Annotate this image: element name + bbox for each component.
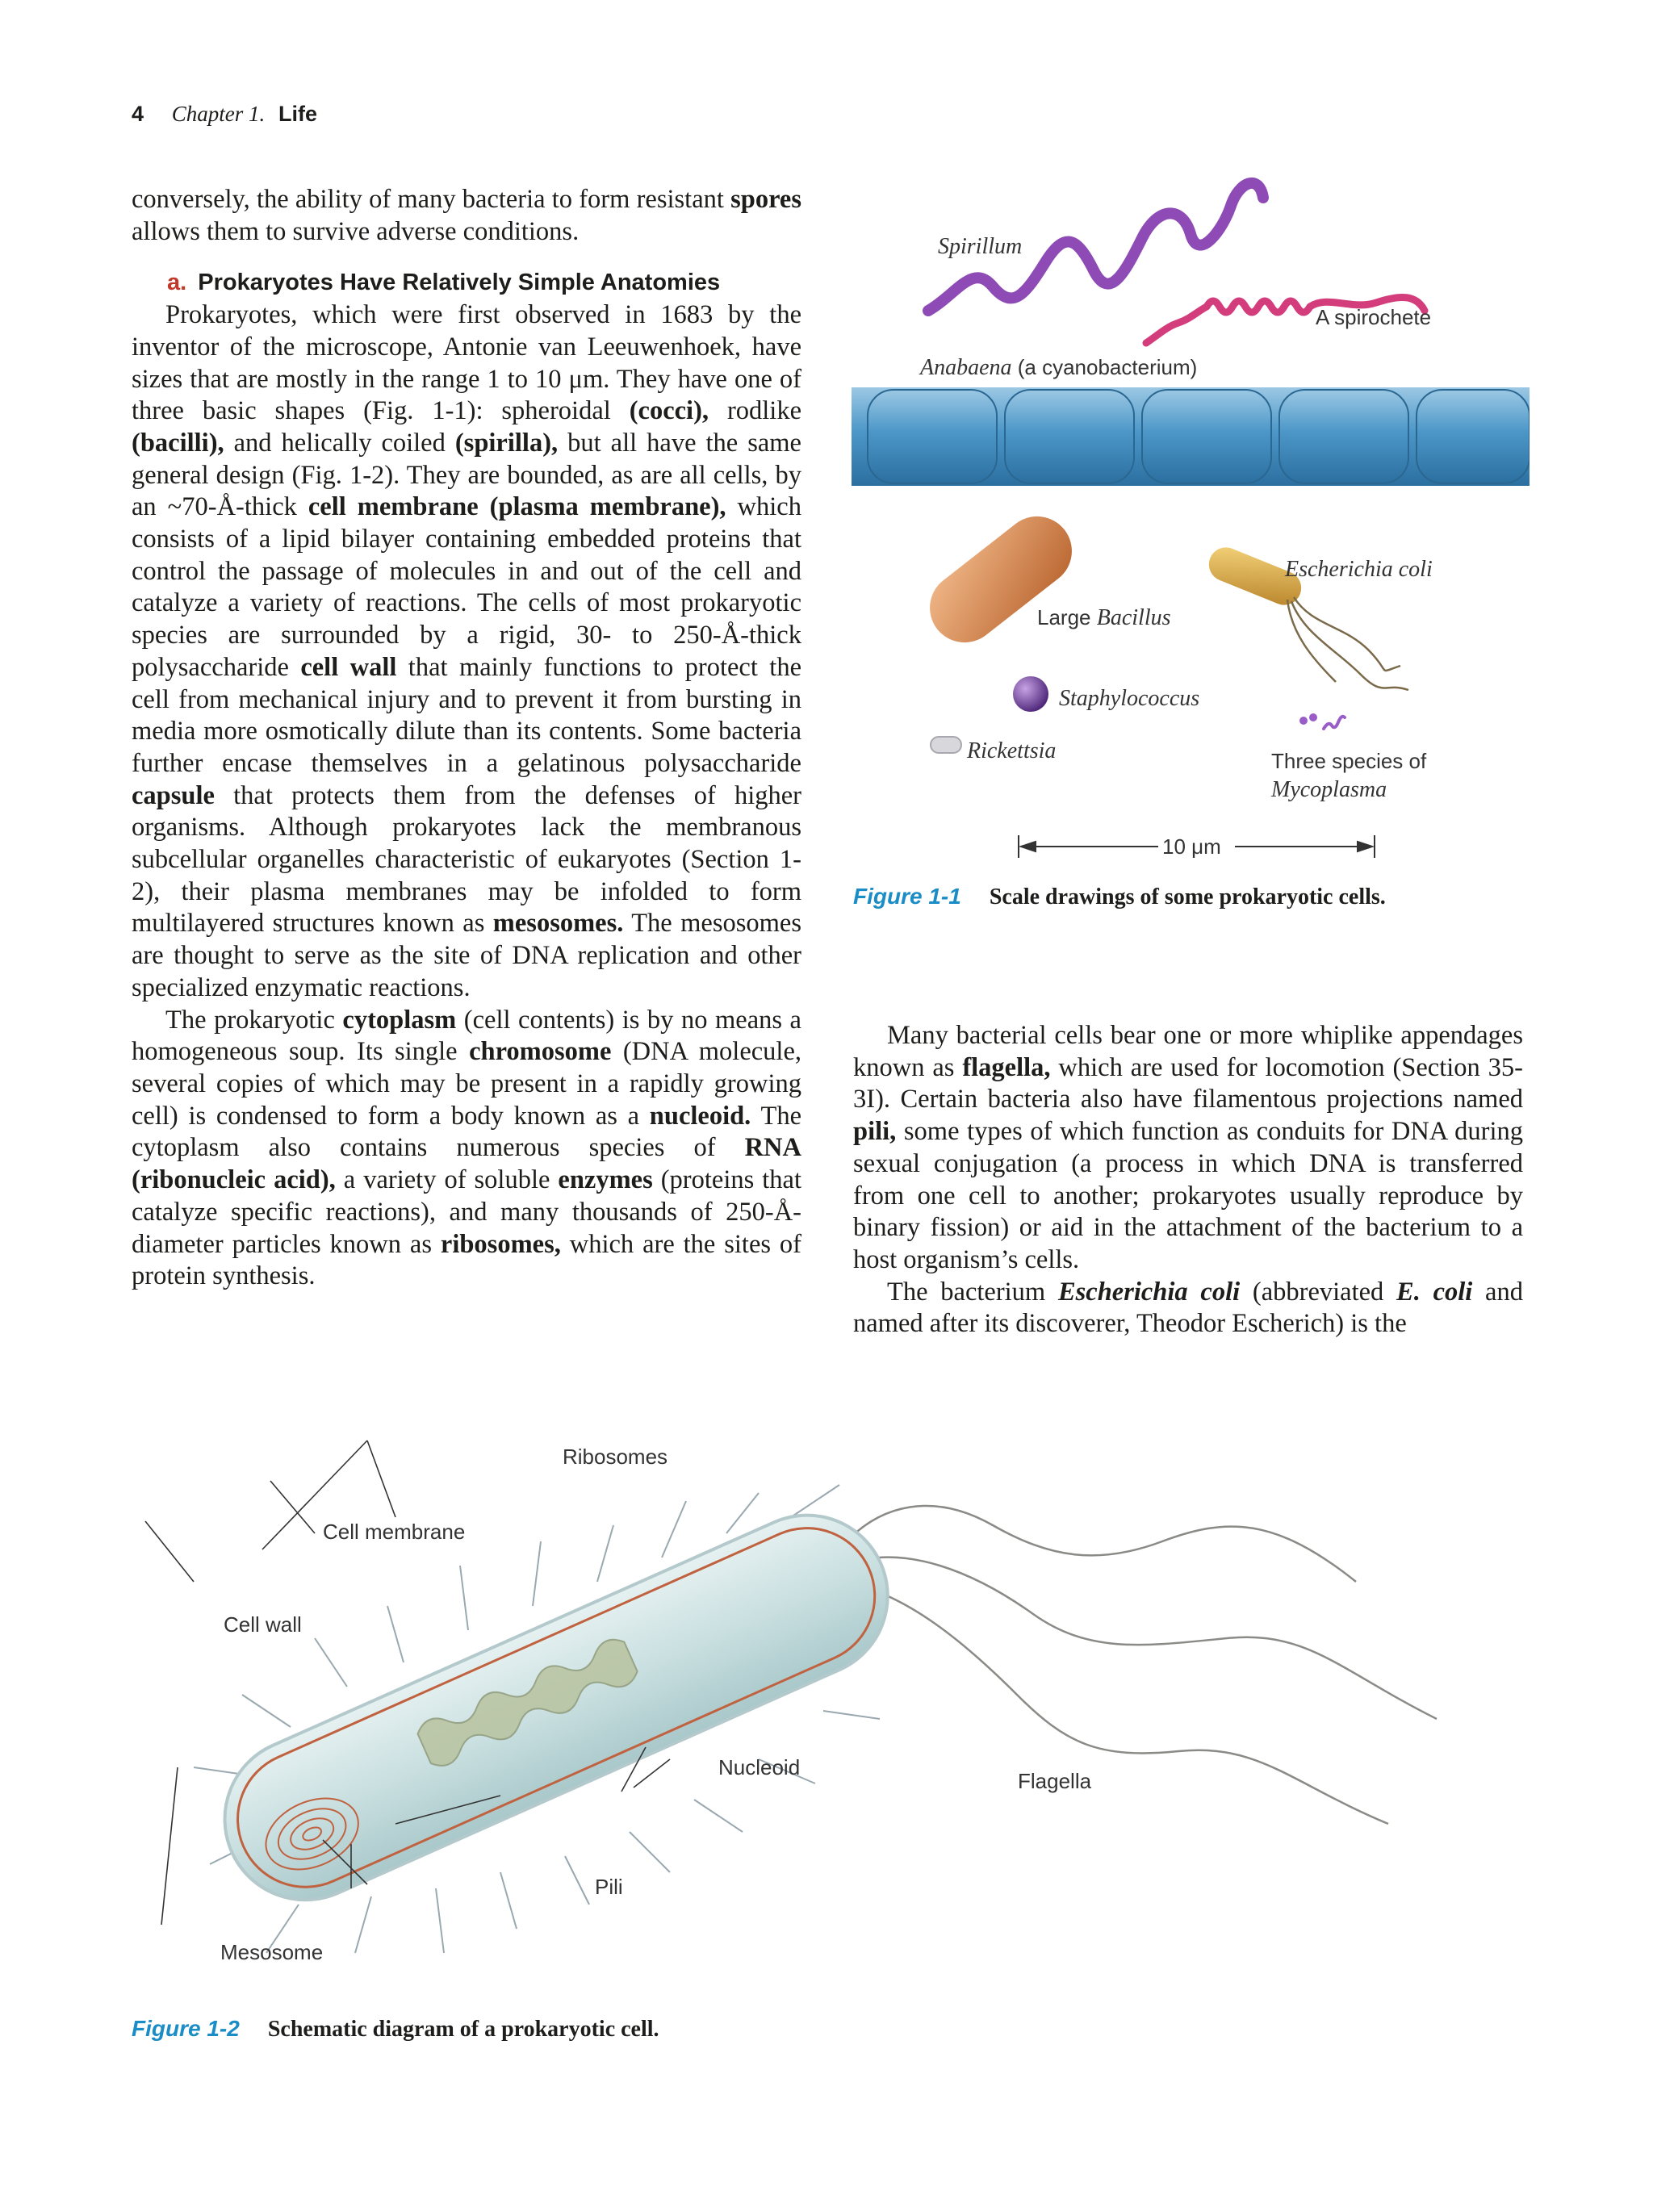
- paragraph-spores: conversely, the ability of many bacteria to form resistant spores allows them to survive adverse conditions.: [132, 185, 801, 246]
- label-spirillum: Spirillum: [938, 234, 1023, 259]
- label-cell-wall: Cell wall: [224, 1612, 302, 1637]
- flagella: [839, 1506, 1437, 1824]
- label-scale: 10 μm: [1162, 834, 1221, 859]
- label-pili: Pili: [595, 1875, 623, 1899]
- mycoplasma-cells: [1299, 713, 1345, 729]
- rickettsia-cell: [931, 737, 961, 753]
- large-bacillus-cell: [916, 503, 1086, 657]
- figure-1-1-text: Scale drawings of some prokaryotic cells.: [989, 884, 1386, 909]
- figure-1-2-caption: [132, 2016, 659, 2043]
- paragraph-cytoplasm: The prokaryotic cytoplasm (cell contents) is by no means a homogeneous soup. Its single chromosome (DNA molecule, several copies of which may be present in a rapidly growing cell) is condensed to form a body known as a nucleoid. The cytoplasm also contains numerous species of RNA (ribonucleic acid), a variety of soluble enzymes (proteins that catalyze specific reactions), and many thousands of 250-Å-diameter particles known as ribosomes, which are the sites of protein synthesis.: [132, 1005, 801, 1291]
- figure-1-1-number: Figure 1-1: [853, 884, 961, 909]
- figure-1-2-illustration: [129, 1404, 1534, 1985]
- left-column: [132, 184, 801, 1293]
- paragraph-flagella: Many bacterial cells bear one or more whiplike appendages known as flagella, which are used for locomotion (Section 35-3I). Certain bacteria also have filamentous projections named pili, some types of which function as conduits for DNA during sexual conjugation (a process in which DNA is transferred from one cell to another; prokaryotes usually reproduce by binary fission) or aid in the attachment of the bacterium to a host organism’s cells.: [853, 1021, 1523, 1274]
- ecoli-flagella: [1287, 597, 1408, 690]
- page-number: 4: [132, 102, 144, 126]
- label-staphylococcus: Staphylococcus: [1059, 686, 1200, 711]
- figure-1-1-caption: [853, 884, 1386, 910]
- label-mesosome: Mesosome: [220, 1940, 324, 1964]
- right-column: [853, 1020, 1523, 1340]
- label-mycoplasma-line2: Mycoplasma: [1271, 777, 1387, 802]
- section-heading: [167, 267, 801, 299]
- section-title: Prokaryotes Have Relatively Simple Anatomies: [198, 270, 721, 296]
- label-spirochete: A spirochete: [1316, 305, 1432, 329]
- paragraph-ecoli: The bacterium Escherichia coli (abbreviated E. coli and named after its discoverer, Theodor Escherich) is the: [853, 1277, 1523, 1339]
- label-anabaena: Anabaena (a cyanobacterium): [920, 355, 1198, 380]
- paragraph-prokaryotes: Prokaryotes, which were first observed in 1683 by the inventor of the microscope, Antonie van Leeuwenhoek, have sizes that are mostly in the range 1 to 10 μm. They have one of three basic shapes (Fig. 1-1): spheroidal (cocci), rodlike (bacilli), and helically coiled (spirilla), but all have the same general design (Fig. 1-2). They are bounded, as are all cells, by an ~70-Å-thick cell membrane (plasma membrane), which consists of a lipid bilayer containing embedded proteins that control the passage of molecules in and out of the cell and catalyze a variety of reactions. The cells of most prokaryotic species are surrounded by a rigid, 30- to 250-Å-thick polysaccharide cell wall that mainly functions to protect the cell from mechanical injury and to prevent it from bursting in media more osmotically dilute than its contents. Some bacteria further encase themselves in a gelatinous polysaccharide capsule that protects them from the defenses of higher organisms. Although prokaryotes lack the membranous subcellular organelles characteristic of eukaryotes (Section 1-2), their plasma membranes may be infolded to form multilayered structures known as mesosomes. The mesosomes are thought to serve as the site of DNA replication and other specialized enzymatic reactions.: [132, 300, 801, 1002]
- label-ecoli: Escherichia coli: [1285, 557, 1433, 582]
- chapter-label: Chapter 1.: [171, 102, 266, 126]
- chapter-title: Life: [278, 102, 318, 126]
- cell-body: [199, 1490, 914, 1926]
- label-rickettsia: Rickettsia: [967, 738, 1057, 763]
- label-cell-membrane: Cell membrane: [323, 1520, 466, 1544]
- figure-1-1-illustration: [852, 174, 1530, 880]
- running-header: [132, 102, 317, 127]
- figure-1-2-text: Schematic diagram of a prokaryotic cell.: [267, 2017, 659, 2042]
- section-letter: a.: [167, 270, 187, 296]
- figure-1-2-number: Figure 1-2: [132, 2016, 240, 2041]
- label-large-bacillus: Large Bacillus: [1037, 605, 1171, 630]
- label-nucleoid: Nucleoid: [718, 1755, 801, 1779]
- label-flagella: Flagella: [1018, 1769, 1092, 1793]
- staphylococcus-cell: [1013, 676, 1048, 712]
- anabaena-filament: [852, 387, 1530, 486]
- label-mycoplasma-line1: Three species of: [1271, 749, 1427, 773]
- label-ribosomes: Ribosomes: [563, 1445, 668, 1469]
